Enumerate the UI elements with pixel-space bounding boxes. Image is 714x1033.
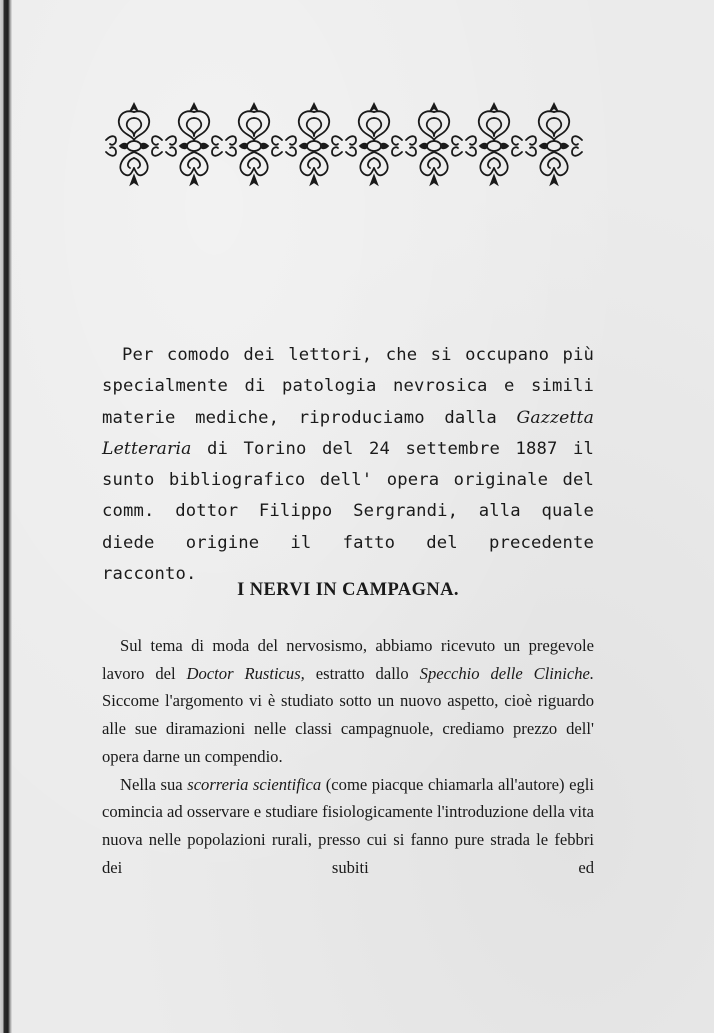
page-binding-edge [0,0,12,1033]
section-heading: I NERVI IN CAMPAGNA. [237,580,459,600]
article-text-1: Sul tema di moda del nervosismo, abbiamo ricevuto un pregevole lavoro del [102,636,594,683]
source-journal-italic: Specchio delle Cliniche. [419,663,595,683]
author-pseudonym-italic: Doctor Rusticus, [186,663,305,683]
intro-text-1: Per comodo dei lettori, che si occupano più specialmente di patologia nevrosica e simili materie mediche, riproduciamo dalla [102,345,594,428]
article-text-5: (come piacque chiamarla all'autore) egli comincia ad osservare e studiare fisiologicamente l'introduzione della vita nuova nelle popolazioni rurali, presso cui si fanno pure strada le febbri dei subiti ed [102,774,595,877]
journal-title-italic: Gazzetta Letteraria [102,407,594,459]
decorative-ornament-band [98,100,590,192]
article-text-3: Siccome l'argomento vi è studiato sotto un nuovo aspetto, cioè riguardo alle sue diramazioni nelle classi campagnuole, crediamo prezzo dell' opera darne un compendio. [102,691,594,766]
article-body [102,632,594,881]
intro-text-2: di Torino del 24 settembre 1887 il sunto bibliografico dell' opera originale del comm. dottor Filippo Sergrandi, alla quale diede origine il fatto del precedente racconto. [102,438,594,585]
article-text-2: estratto dallo [304,663,420,683]
article-paragraph-1 [102,632,594,771]
intro-paragraph [102,340,594,590]
article-text-4: Nella sua [120,774,188,794]
scorreria-italic: scorreria scientifica [187,774,322,794]
article-paragraph-2 [102,771,594,882]
